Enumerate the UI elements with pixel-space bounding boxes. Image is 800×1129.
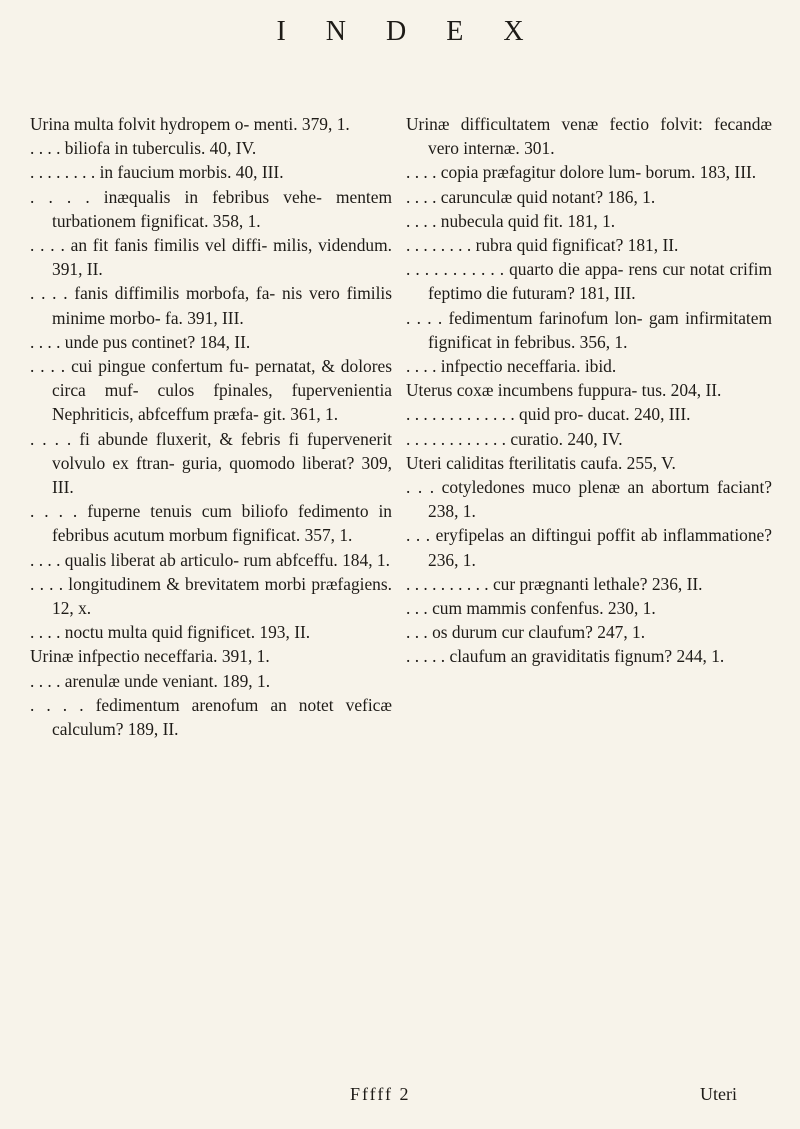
index-entry: . . . . fuperne tenuis cum biliofo fedimento in febribus acutum morbum fignificat. 357, 1. [30,501,392,546]
index-entry: Urina multa folvit hydropem o- menti. 379, 1. [30,114,350,134]
left-column [30,112,392,741]
index-entry: Uterus coxæ incumbens fuppura- tus. 204, II. [406,380,722,401]
index-entry: . . . . noctu multa quid fignificet. 193, II. [30,622,311,643]
index-entry: . . . cum mammis confenfus. 230, 1. [406,598,656,619]
index-entry: . . . . qualis liberat ab articulo- rum abfceffu. 184, 1. [30,549,390,570]
index-entry: . . . . nubecula quid fit. 181, 1. [406,210,616,231]
index-entry: Urinæ infpectio neceffaria. 391, 1. [30,646,270,667]
index-entry: . . . . unde pus continet? 184, II. [30,331,251,352]
index-entry: . . . . fanis diffimilis morbofa, fa- nis vero fimilis minime morbo- fa. 391, III. [30,283,392,328]
index-entry: . . . . copia præfagitur dolore lum- borum. 183, III. [406,162,757,183]
index-entry: . . . . . . . . . . . . . quid pro- ducat. 240, III. [406,404,691,425]
index-entry: . . . . . . . . rubra quid fignificat? 181, II. [406,235,679,256]
signature-mark: Fffff 2 [350,1084,411,1104]
index-entry: . . . . arenulæ unde veniant. 189, 1. [30,670,271,691]
index-entry: . . . os durum cur claufum? 247, 1. [406,622,646,643]
index-entry: . . . . . . . . . . . quarto die appa- rens cur notat crifim feptimo die futuram? 181, III. [406,259,772,304]
index-entry: . . . . . . . . . . . . curatio. 240, IV. [406,428,623,449]
index-entry: . . . . infpectio neceffaria. ibid. [406,356,617,377]
index-entry: . . . . cui pingue confertum fu- pernatat, & dolores circa muf- culos fpinales, fupervenientia Nephriticis, abfceffum præfa- git. 361, 1. [30,356,392,425]
index-entry: . . . . fi abunde fluxerit, & febris fi fupervenerit volvulo ex ftran- guria, quomodo liberat? 309, III. [30,428,392,498]
index-entry: . . . . . . . . . . cur prægnanti lethale? 236, II. [406,573,703,594]
catchword: Uteri [700,1084,737,1104]
index-entry: . . . . an fit fanis fimilis vel diffi- milis, videndum. 391, II. [30,235,392,280]
index-entry: . . . . carunculæ quid notant? 186, 1. [406,186,656,207]
index-entry: . . . . biliofa in tuberculis. 40, IV. [30,138,257,159]
right-column [406,112,772,669]
index-entry: . . . . fedimentum arenofum an notet veficæ calculum? 189, II. [30,694,392,740]
index-entry: . . . . . claufum an graviditatis fignum? 244, 1. [406,646,725,667]
index-entry: . . . . inæqualis in febribus vehe- mentem turbationem fignificat. 358, 1. [30,186,392,231]
index-entry: . . . cotyledones muco plenæ an abortum faciant? 238, 1. [406,477,772,522]
index-entry: . . . eryfipelas an diftingui poffit ab inflammatione? 236, 1. [406,525,772,570]
index-entry: Urinæ difficultatem venæ fectio folvit: fecandæ vero internæ. 301. [406,114,772,159]
index-entry: . . . . longitudinem & brevitatem morbi præfagiens. 12, x. [30,573,392,619]
index-entry: . . . . fedimentum farinofum lon- gam infirmitatem fignificat in febribus. 356, 1. [406,307,772,352]
index-entry: . . . . . . . . in faucium morbis. 40, III. [30,162,284,183]
index-entry: Uteri caliditas fterilitatis caufa. 255, V. [406,452,676,473]
page-title: INDEX [276,16,564,47]
